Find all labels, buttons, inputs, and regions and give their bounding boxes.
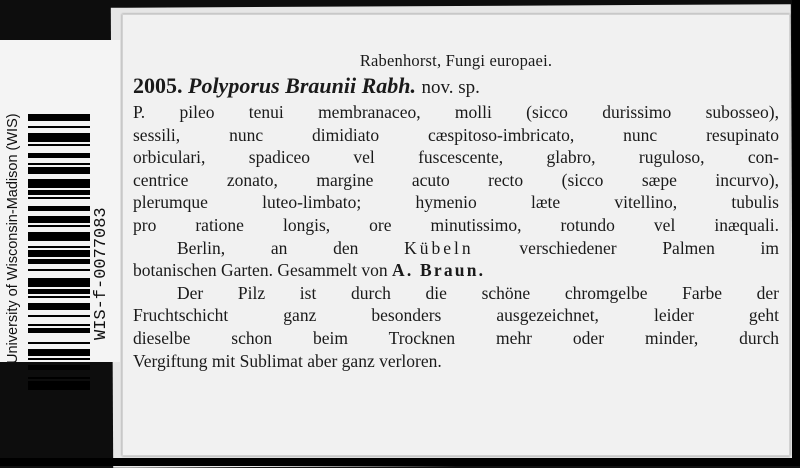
locality-text-start: Berlin, an den [177,237,359,258]
institution-name: University of Wisconsin-Madison (WIS) [5,113,21,364]
description-line-2: sessili, nunc dimidiato cæspitoso-imbricato, nunc resupinato [133,124,779,145]
barcode-stripe [28,232,90,241]
barcode-stripe [28,167,90,174]
barcode-stripe [28,250,90,257]
barcode-stripe [28,114,90,121]
description-line-6: pro ratione longis, ore minutissimo, rotundo vel inæquali. [133,214,779,235]
barcode-stripe [28,199,90,206]
nomenclatural-status: nov. sp. [421,77,480,98]
barcode-stripe [28,179,90,188]
specimen-label [122,14,790,456]
scan-edge-right [792,0,800,466]
barcode-stripe [28,390,90,395]
barcode [28,114,90,390]
description-line-4: centrice zonato, margine acuto recto (sicco sæpe incurvo), [133,169,779,190]
series-header: Rabenhorst, Fungi europaei. [359,51,553,70]
catalog-number: WIS-f-0077083 [92,207,111,340]
barcode-stripe [28,216,90,223]
title-line [133,73,779,101]
note-line-2: Fruchtschicht ganz besonders ausgezeichnet, leider geht [133,305,779,326]
locality-line-2 [133,259,779,282]
description-line-1: P. pileo tenui membranaceo, molli (sicco durissimo subosseo), [133,102,779,122]
description-line-5: plerumque luteo-limbato; hymenio læte vitellino, tubulis [133,192,779,213]
scan-edge-bottom [0,458,800,466]
note-line-3: dieselbe schon beim Trocknen mehr oder minder, durch [133,327,779,348]
barcode-stripe [28,146,90,153]
note-line-4: Vergiftung mit Sublimat aber ganz verloren. [133,350,442,371]
barcode-stripe [28,271,90,278]
barcode-stripe [28,370,90,377]
description-line-3: orbiculari, spadiceo vel fuscescente, glabro, ruguloso, con- [133,147,779,168]
barcode-stripe [28,349,90,356]
barcode-stripe [28,278,90,287]
collector-name: A. Braun. [392,260,486,281]
barcode-stripe [28,303,90,310]
barcode-stripe [28,333,90,342]
barcode-stripe [28,317,90,324]
label-text-block [133,51,779,372]
locality-text-end: verschiedener Palmen im [519,237,780,258]
exsiccata-number: 2005. [133,73,183,98]
barcode-stripe [28,133,90,142]
barcode-stripe [28,381,90,390]
taxon-name: Polyporus Braunii Rabh. [188,73,417,98]
locality-spaced-word: Kübeln [404,237,474,258]
note-line-1: Der Pilz ist durch die schöne chromgelbe Farbe der [177,282,779,303]
locality-line-1 [133,237,779,260]
barcode-label [0,40,120,362]
locality-garden-text: botanischen Garten. Gesammelt von [133,260,388,281]
